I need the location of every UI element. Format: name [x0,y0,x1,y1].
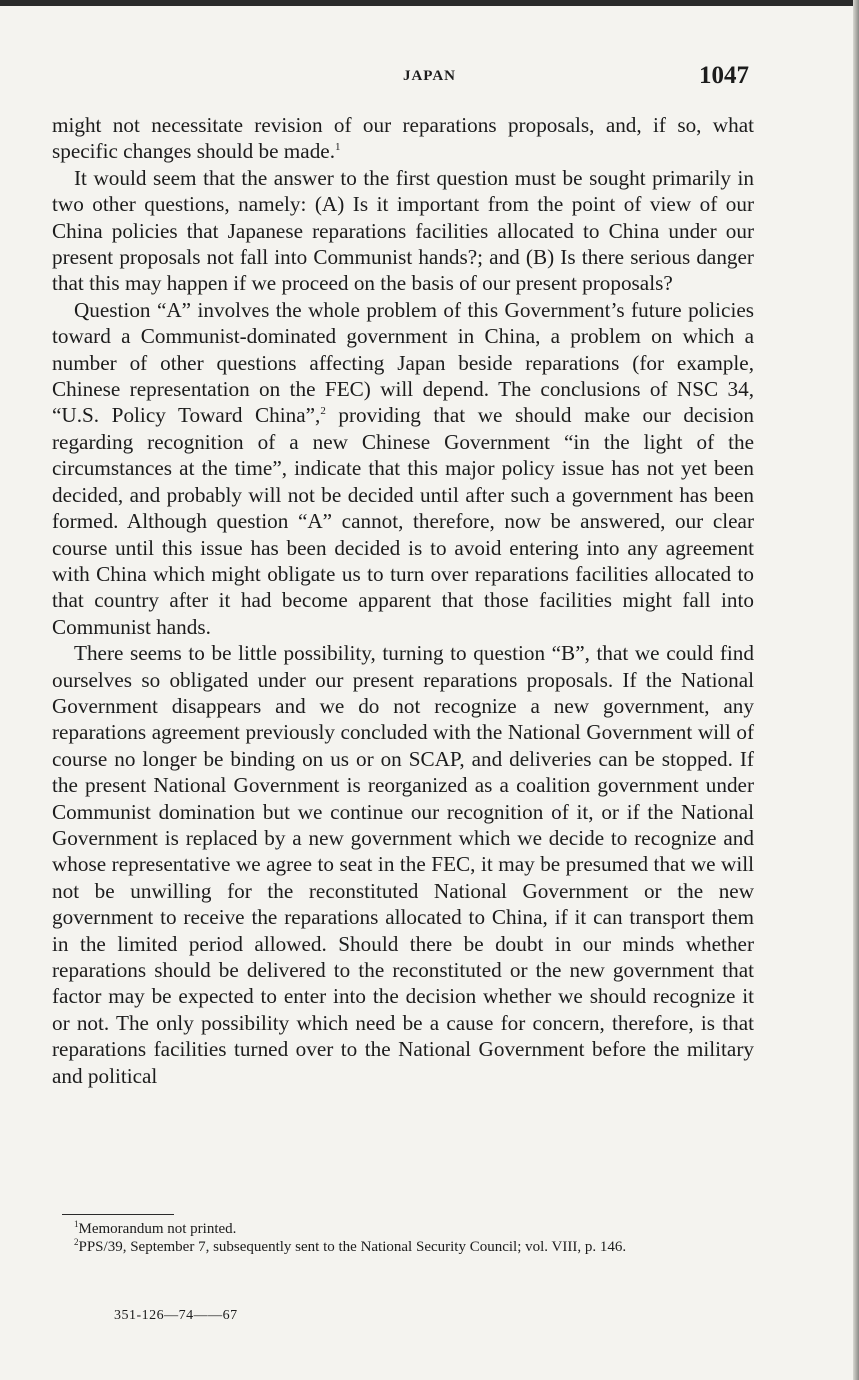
paragraph-4-text: There seems to be little possibility, turning to question “B”, that we could find ourselves so obligated under our present reparations proposals. If the National Government disappears and we do not recognize a new government, any reparations agreement previously concluded with the National Government will of course no longer be binding on us or on SCAP, and deliveries can be stopped. If the present National Government is reorganized as a coalition government under Communist domination but we continue our recognition of it, or if the National Government is replaced by a new government which we decide to recognize and whose representative we agree to seat in the FEC, it may be presumed that we will not be unwilling for the reconstituted National Government or the new government to receive the reparations allocated to China, if it can transport them in the limited period allowed. Should there be doubt in our minds whether reparations should be delivered to the reconstituted or the new government that factor may be expected to enter into the decision whether we should recognize it or not. The only possibility which need be a cause for concern, therefore, is that reparations facilities turned over to the National Government before the military and political [52,641,754,1088]
paragraph-2-text: It would seem that the answer to the first question must be sought primarily in two other questions, namely: (A) Is it important from the point of view of our China policies that Japanese reparations facilities allocated to China under our present proposals not fall into Communist hands?; and (B) Is there serious danger that this may happen if we proceed on the basis of our present proposals? [52,165,754,296]
footnote-1 [52,1220,754,1238]
paragraph-3-text-after-ref: providing that we should make our decision regarding recognition of a new Chinese Government “in the light of the circumstances at the time”, indicate that this major policy issue has not yet been decided, and probably will not be decided until after such a government has been formed. Although question “A” cannot, therefore, now be answered, our clear course until this issue has been decided is to avoid entering into any agreement with China which might obligate us to turn over reparations facilities allocated to that country after it had become apparent that those facilities might fall into Communist hands. [52,403,754,639]
paragraph-3-text-before-ref: Question “A” involves the whole problem of this Government’s future policies toward a Communist-dominated government in China, a problem on which a number of other questions affecting Japan beside reparations (for example, Chinese representation on the FEC) will depend. The conclusions of NSC 34, “U.S. Policy Toward China”, [52,297,754,428]
paragraph-3 [52,297,754,640]
footnote-ref-2: 2 [320,405,326,418]
footnote-ref-1: 1 [335,141,341,154]
footnote-2-marker: 2 [74,1237,79,1247]
paragraph-1-text: might not necessitate revision of our reparations proposals, and, if so, what specific changes should be made. [52,113,754,164]
page-number: 1047 [699,62,749,89]
paragraph-2 [52,165,754,297]
body-text [52,112,754,1089]
footnote-divider [62,1214,174,1215]
page-top-edge [0,0,859,6]
footnotes [52,1220,754,1256]
page-right-edge [853,0,859,1380]
footnote-1-text: Memorandum not printed. [78,1221,237,1237]
paragraph-1 [52,112,754,165]
running-head [0,64,859,94]
footnote-2-text: PPS/39, September 7, subsequently sent to the National Security Council; vol. VIII, p. 146. [78,1239,627,1255]
footnote-2 [52,1238,754,1256]
running-title: JAPAN [402,68,457,84]
print-code: 351-126—74——67 [114,1308,238,1323]
footnote-1-marker: 1 [74,1219,79,1229]
paragraph-4 [52,640,754,1089]
